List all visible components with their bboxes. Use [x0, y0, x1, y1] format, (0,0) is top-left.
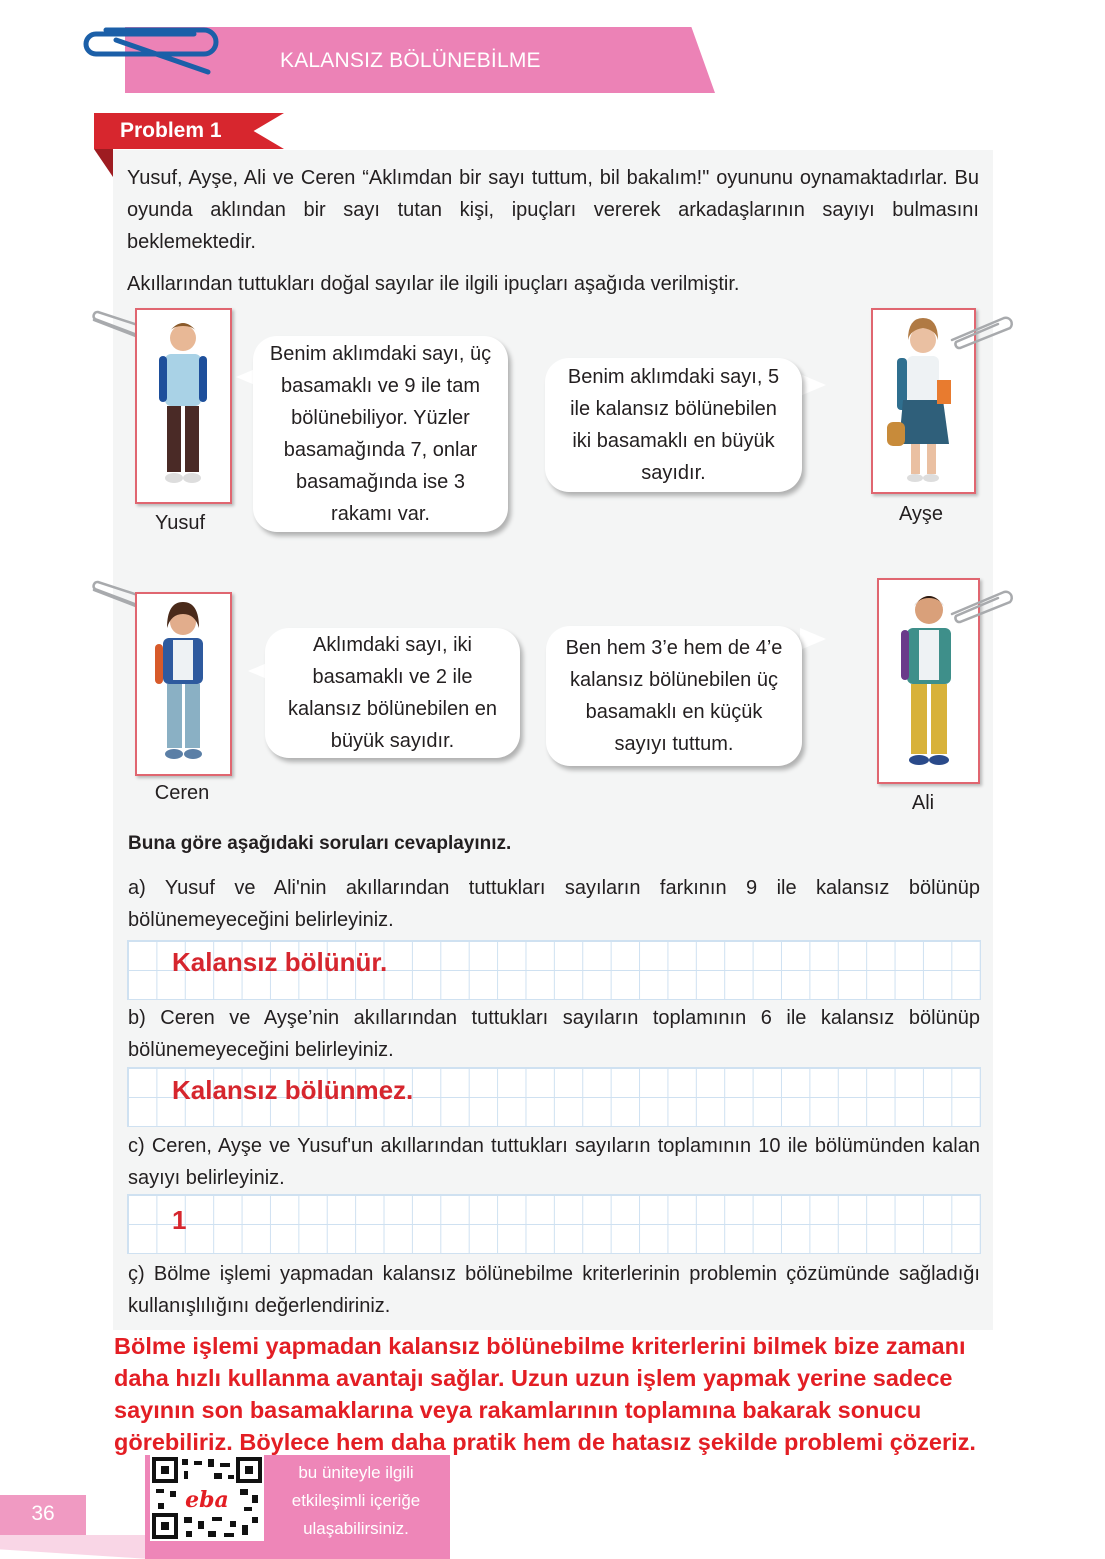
problem-intro: Yusuf, Ayşe, Ali ve Ceren “Aklımdan bir sayı tuttum, bil bakalım!" oyununu oynamaktadırlar. Bu oyunda aklından bir sayı tutan kişi, ipuçları vererek arkadaşlarının sayıyı bulmasını beklemektedir. [127, 167, 979, 253]
girl-figure-icon [137, 594, 230, 774]
paperclip-icon [76, 22, 226, 84]
problem-intro-2: Akıllarından tuttukları doğal sayılar ile ilgili ipuçları aşağıda verilmiştir. [127, 273, 740, 295]
question-cc: ç) Bölme işlemi yapmadan kalansız bölünebilme kriterlerinin problemin çözümünde sağladığı kullanışlılığını değerlendiriniz. [128, 1263, 980, 1317]
instruction: Buna göre aşağıdaki soruları cevaplayınız. [128, 833, 512, 854]
problem-tab-fold [94, 149, 113, 177]
qr-code-icon [150, 1455, 264, 1541]
yusuf-photo [135, 308, 232, 504]
ayse-name: Ayşe [898, 503, 944, 525]
yusuf-clue: Benim aklımdaki sayı, üç basamaklı ve 9 ile tam bölünebiliyor. Yüzler basamağında 7, onlar basamağında ise 3 rakamı var. [269, 343, 492, 525]
ali-speech-bubble [546, 626, 802, 766]
eba-logo-text: eba [185, 1487, 229, 1513]
qr-description: bu üniteyle ilgili etkileşimli içeriğe ulaşabilirsiniz. [291, 1463, 421, 1538]
page-number: 36 [31, 1502, 55, 1525]
question-b: b) Ceren ve Ayşe’nin akıllarından tuttukları sayıların toplamının 6 ile kalansız bölünüp bölünemeyeceğini belirleyiniz. [128, 1007, 980, 1061]
ayse-clue: Benim aklımdaki sayı, 5 ile kalansız bölünebilen iki basamaklı en büyük sayıdır. [567, 366, 780, 484]
ceren-speech-bubble [265, 628, 520, 758]
ali-name: Ali [911, 792, 935, 814]
page-title: KALANSIZ BÖLÜNEBİLME [280, 49, 541, 72]
paperclip-icon [948, 310, 1018, 350]
ali-clue: Ben hem 3’e hem de 4’e kalansız bölünebilen üç basamaklı en küçük sayıyı tuttum. [565, 637, 783, 755]
answer-b: Kalansız bölünmez. [172, 1075, 414, 1105]
footer-strip [0, 1535, 150, 1559]
answer-grid-c [127, 1194, 981, 1254]
yusuf-name: Yusuf [154, 512, 206, 534]
problem-label: Problem 1 [120, 119, 222, 142]
ceren-clue: Aklımdaki sayı, iki basamaklı ve 2 ile kalansız bölünebilen en büyük sayıdır. [287, 634, 498, 752]
paperclip-icon [948, 584, 1018, 624]
question-a: a) Yusuf ve Ali'nin akıllarından tuttukları sayıların farkının 9 ile kalansız bölünüp bölünemeyeceğini belirleyiniz. [128, 877, 980, 931]
boy-figure-icon [137, 310, 230, 502]
answer-a: Kalansız bölünür. [172, 947, 388, 977]
answer-c: 1 [172, 1205, 187, 1235]
ceren-photo [135, 592, 232, 776]
qr-code[interactable] [150, 1455, 264, 1541]
ceren-name: Ceren [154, 782, 210, 804]
ayse-speech-bubble [545, 358, 802, 492]
question-c: c) Ceren, Ayşe ve Yusuf'un akıllarından tuttukları sayıların toplamının 10 ile bölümünden kalan sayıyı belirleyiniz. [128, 1135, 980, 1189]
final-answer: Bölme işlemi yapmadan kalansız bölünebilme kriterlerini bilmek bize zamanı daha hızlı kullanma avantajı sağlar. Uzun uzun işlem yapmak yerine sadece sayının son basamaklarına veya rakamlarının toplamına bakarak sonucu görebiliriz. Böylece hem daha pratik hem de hatasız şekilde problemi çözeriz. [114, 1333, 976, 1455]
yusuf-speech-bubble [253, 336, 508, 532]
